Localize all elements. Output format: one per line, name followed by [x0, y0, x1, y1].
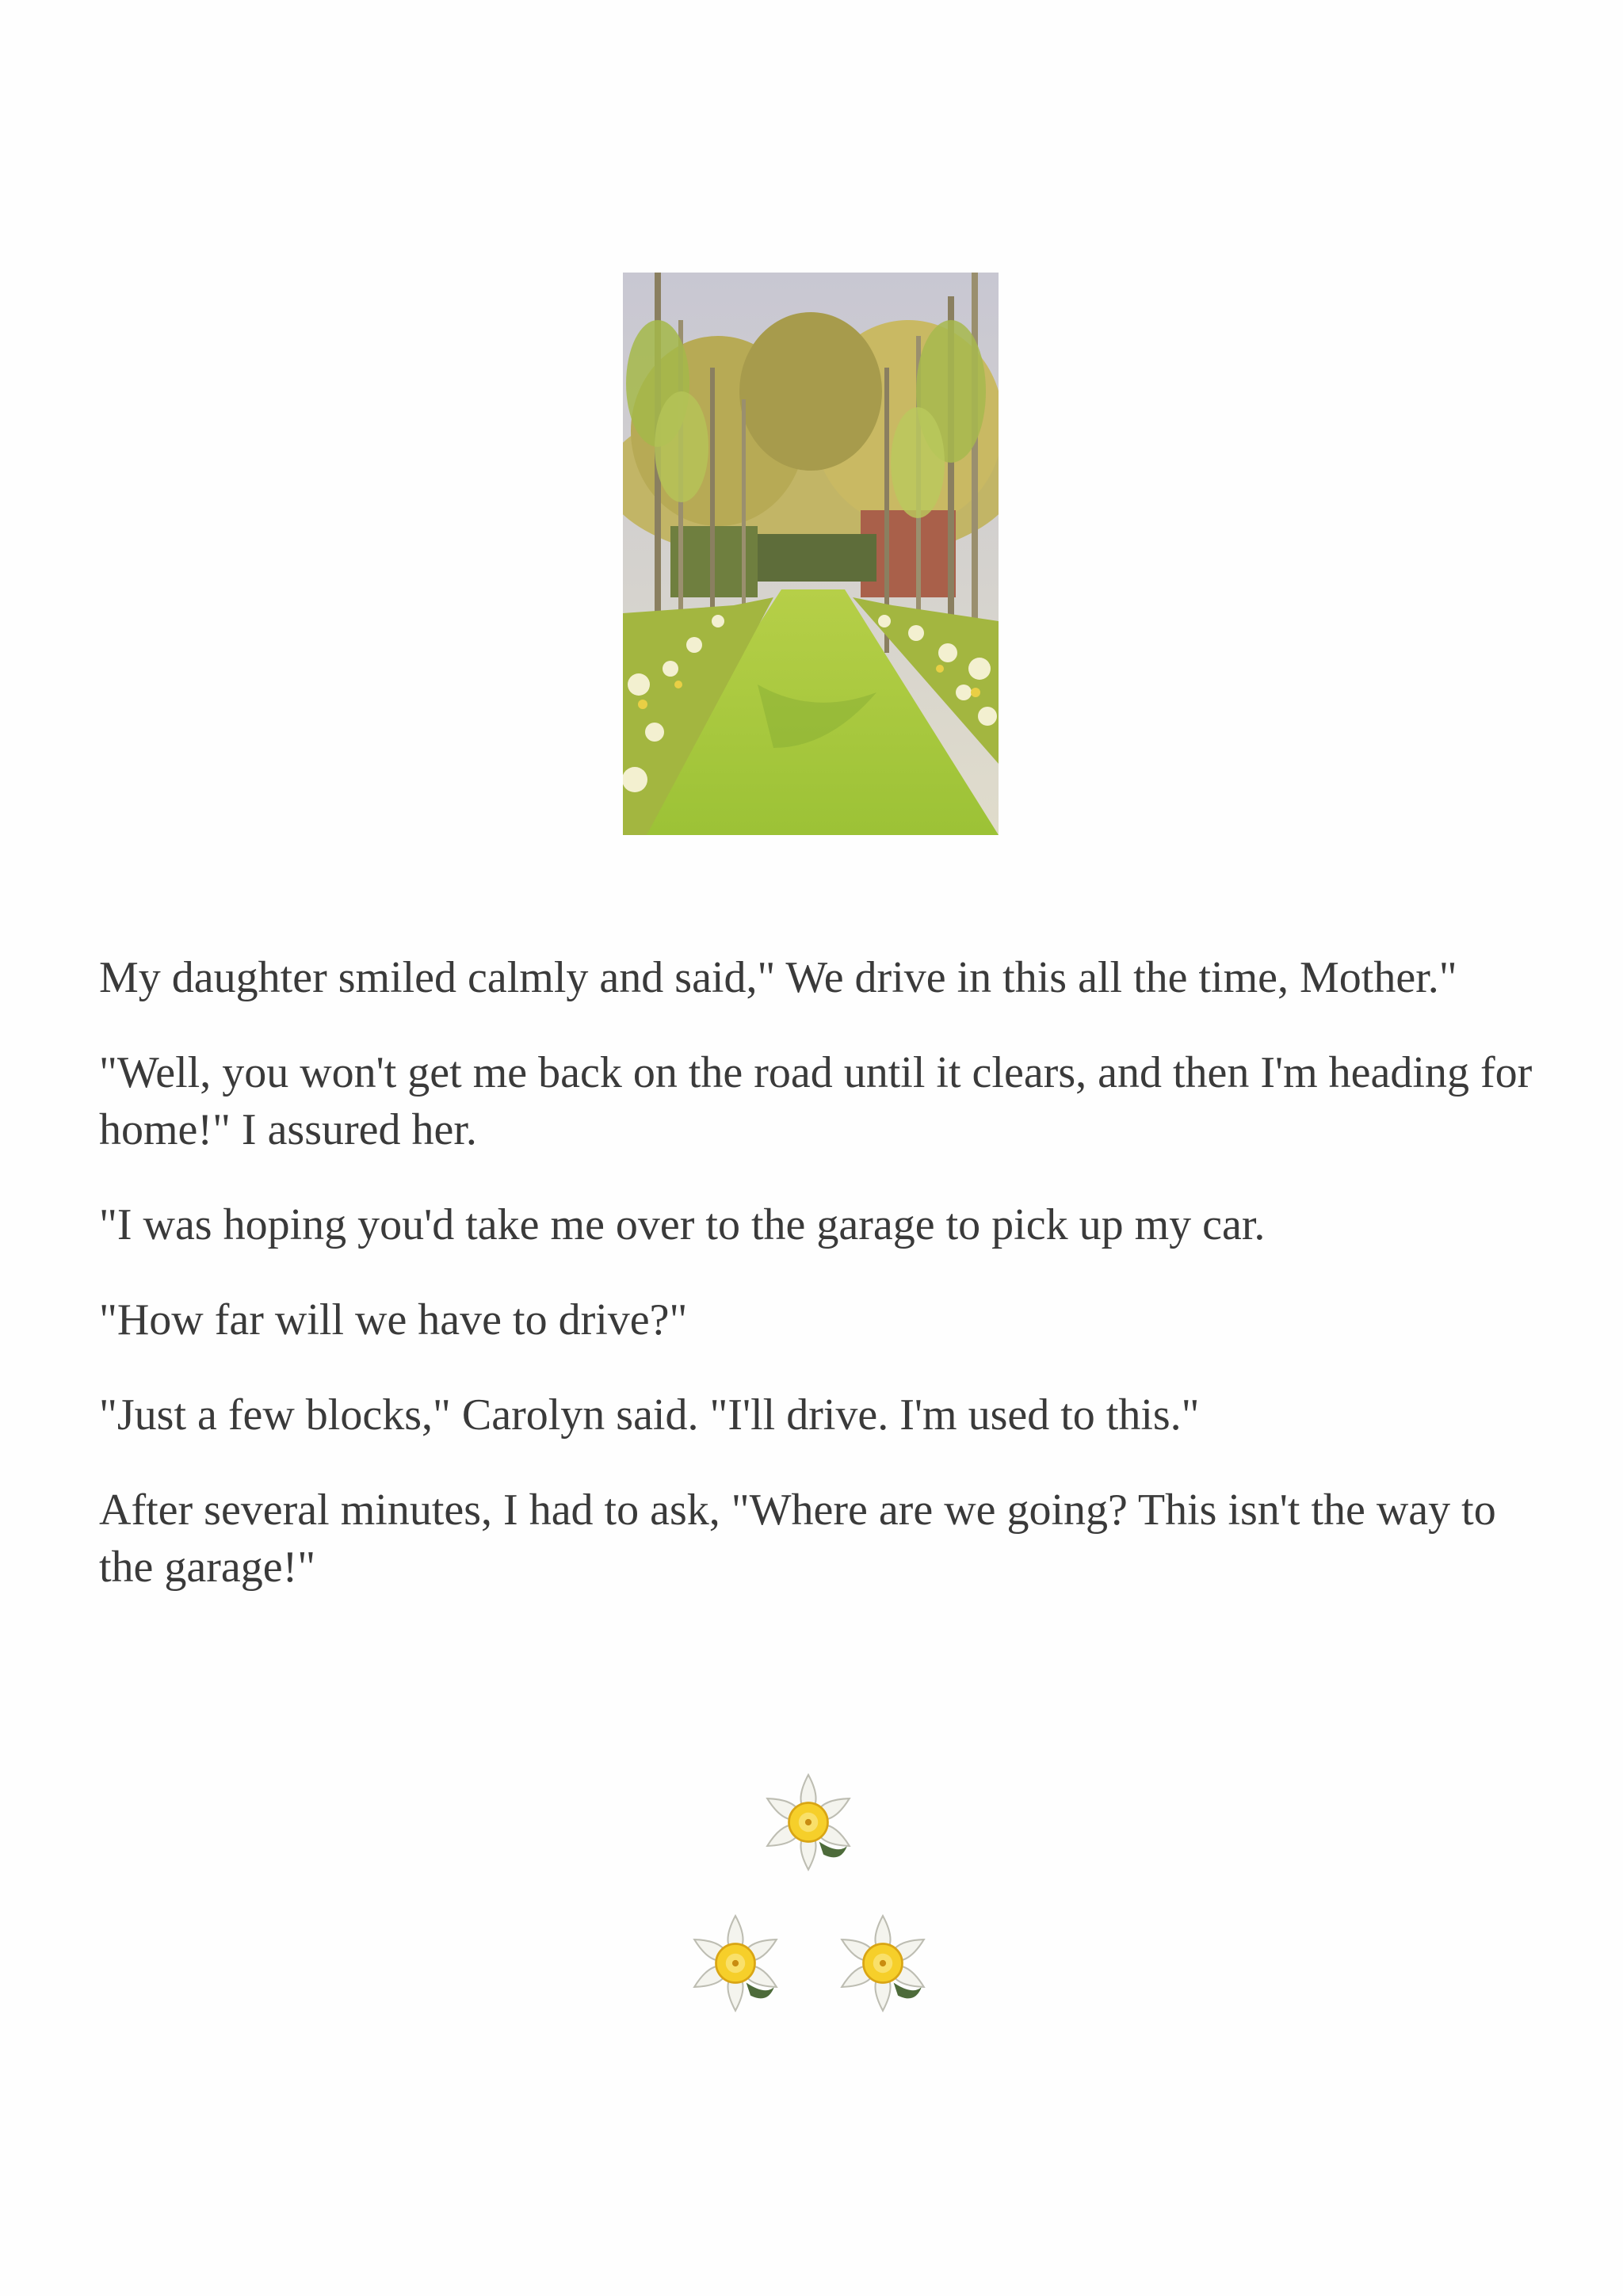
- story-paragraph: My daughter smiled calmly and said," We drive in this all the time, Mother.": [99, 953, 1457, 1002]
- daffodil-icon: [829, 1909, 937, 2017]
- story-paragraph: "I was hoping you'd take me over to the garage to pick up my car.: [99, 1200, 1266, 1249]
- story-paragraph: After several minutes, I had to ask, "Where are we going? This isn't the way to the garage!": [99, 1486, 1496, 1592]
- story-paragraph: "Well, you won't get me back on the road until it clears, and then I'm heading for home!" I assured her.: [99, 1048, 1533, 1154]
- story-paragraph: "Just a few blocks," Carolyn said. "I'll drive. I'm used to this.": [99, 1390, 1200, 1440]
- story-text: [99, 949, 1541, 1634]
- garden-path-painting-image: [623, 273, 999, 835]
- daffodil-icon: [682, 1909, 789, 2017]
- daffodil-icon: [754, 1768, 862, 1876]
- story-paragraph: "How far will we have to drive?": [99, 1295, 688, 1344]
- garden-path-painting: [623, 273, 999, 835]
